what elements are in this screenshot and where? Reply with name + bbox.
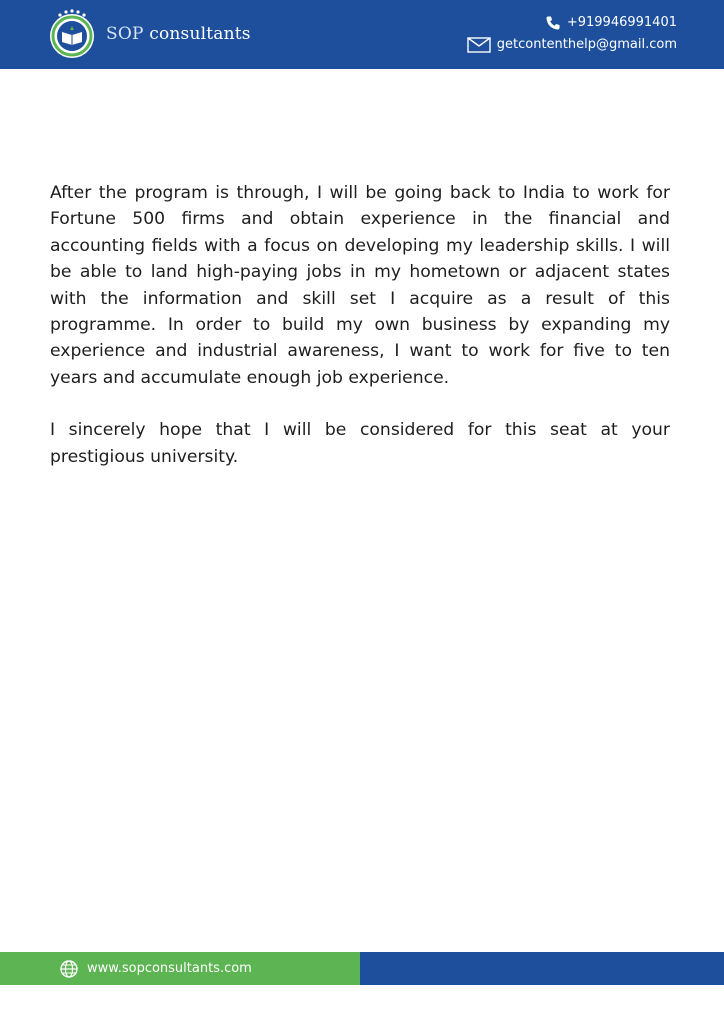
footer-website-bar bbox=[0, 952, 360, 985]
phone-line[interactable] bbox=[467, 12, 677, 34]
company-logo[interactable] bbox=[46, 4, 251, 64]
website-link[interactable]: www.sopconsultants.com bbox=[87, 961, 252, 976]
logo-text-consultants: consultants bbox=[149, 24, 251, 44]
book-emblem-icon bbox=[46, 8, 98, 60]
letter-body bbox=[50, 180, 670, 496]
paragraph-closing: I sincerely hope that I will be considered for this seat at your prestigious university. bbox=[50, 420, 670, 467]
page-header bbox=[0, 0, 724, 69]
mail-icon bbox=[467, 36, 491, 54]
email-address: getcontenthelp@gmail.com bbox=[496, 37, 677, 52]
email-line[interactable] bbox=[467, 34, 677, 56]
globe-icon bbox=[59, 959, 79, 979]
footer-blue-bar bbox=[360, 952, 724, 985]
logo-badge bbox=[46, 8, 98, 60]
phone-number: +919946991401 bbox=[566, 15, 677, 30]
logo-wordmark bbox=[106, 24, 251, 44]
paragraph-career-plans: After the program is through, I will be going back to India to work for Fortune 500 firms and obtain experience in the financial and accounting fields with a focus on developing my leadership skills. I will be able to land high-paying jobs in my hometown or adjacent states with the information and skill set I acquire as a result of this programme. In order to build my own business by expanding my experience and industrial awareness, I want to work for five to ten years and accumulate enough job experience. bbox=[50, 183, 670, 388]
contact-info bbox=[467, 12, 677, 56]
logo-text-sop: SOP bbox=[106, 24, 144, 44]
phone-icon bbox=[545, 15, 561, 31]
